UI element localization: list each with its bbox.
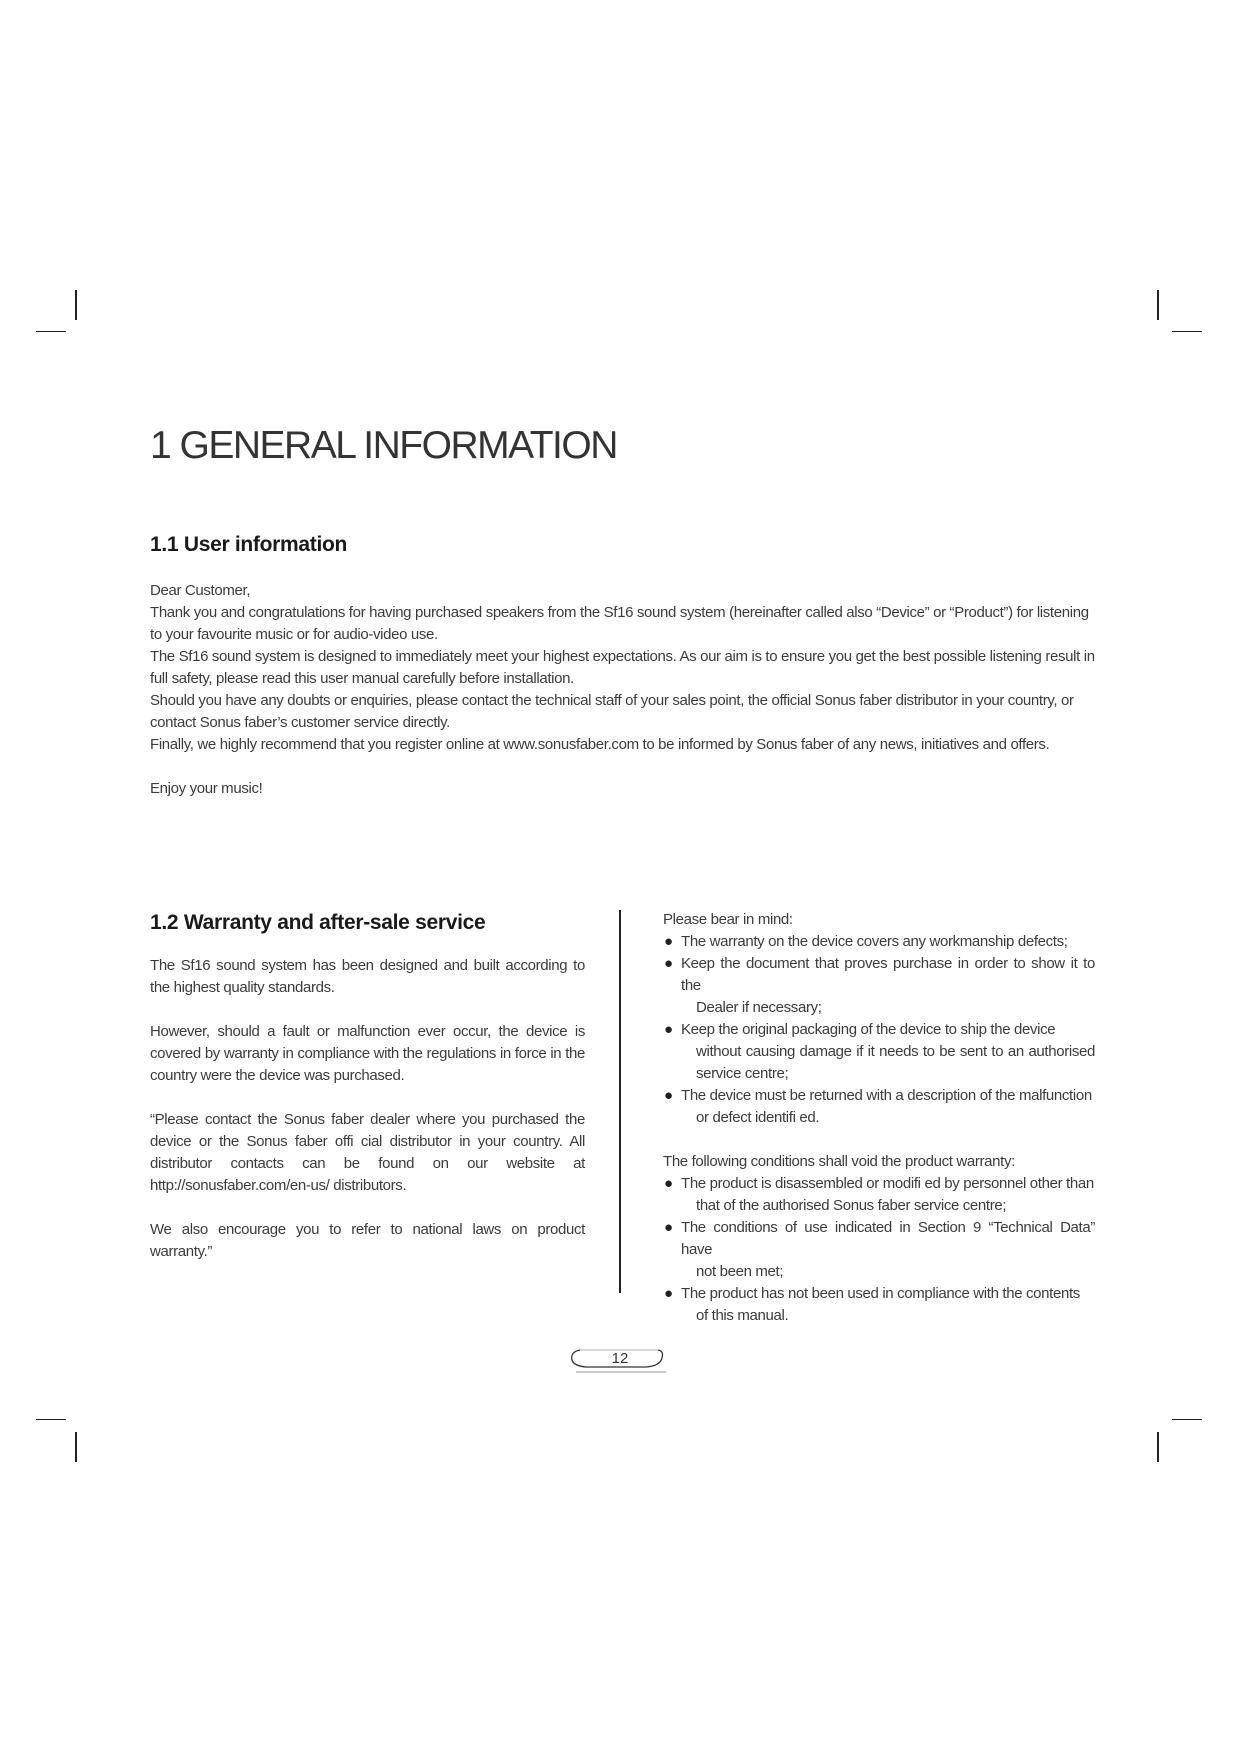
closing-line: Enjoy your music! xyxy=(150,780,263,797)
list-item: ● The device must be returned with a description of the malfunction or defect identifi ed. xyxy=(664,1087,1092,1126)
chapter-title: 1 GENERAL INFORMATION xyxy=(150,424,617,467)
warranty-right-column xyxy=(663,909,1095,1327)
void-conditions-intro: The following conditions shall void the product warranty: xyxy=(663,1153,1015,1170)
bullet-icon: ● xyxy=(664,955,673,972)
crop-mark-bottom-right-vertical xyxy=(1157,1432,1159,1462)
paragraph: However, should a fault or malfunction ever occur, the device is covered by warranty in compliance with the regulations in force in the country were the device was purchased. xyxy=(150,1023,585,1084)
bullet-icon: ● xyxy=(664,933,673,950)
list-item: ● Keep the original packaging of the device to ship the device without causing damage if it needs to be sent to an authorised service centre; xyxy=(664,1021,1095,1082)
crop-mark-top-left-vertical xyxy=(75,290,77,320)
bullet-icon: ● xyxy=(664,1219,673,1236)
paragraph: Finally, we highly recommend that you register online at www.sonusfaber.com to be informed by Sonus faber of any news, initiatives and offers. xyxy=(150,736,1050,753)
crop-mark-top-left-horizontal xyxy=(36,331,66,332)
list-item: ● Keep the document that proves purchase in order to show it to the Dealer if necessary; xyxy=(664,955,1095,1016)
crop-mark-top-right-vertical xyxy=(1157,290,1159,320)
section-heading-warranty: 1.2 Warranty and after-sale service xyxy=(150,911,486,934)
warranty-bullet-list xyxy=(663,931,1095,1129)
paragraph: Should you have any doubts or enquiries, please contact the technical staff of your sales point, the official Sonus faber distributor in your country, or contact Sonus faber’s customer service directly. xyxy=(150,692,1074,731)
list-item: ● The conditions of use indicated in Section 9 “Technical Data” have not been met; xyxy=(664,1219,1095,1280)
void-conditions-list xyxy=(663,1173,1095,1327)
list-item: ● The product has not been used in compliance with the contents of this manual. xyxy=(664,1285,1080,1324)
paragraph: The Sf16 sound system has been designed and built according to the highest quality standards. xyxy=(150,957,585,996)
bullet-icon: ● xyxy=(664,1087,673,1104)
paragraph: Dear Customer, xyxy=(150,582,251,599)
crop-mark-top-right-horizontal xyxy=(1172,331,1202,332)
section-heading-user-information: 1.1 User information xyxy=(150,533,348,556)
column-divider xyxy=(619,910,621,1293)
list-intro: Please bear in mind: xyxy=(663,911,793,928)
list-item: ● The product is disassembled or modifi ed by personnel other than that of the authorised Sonus faber service centre; xyxy=(664,1175,1094,1214)
crop-mark-bottom-right-horizontal xyxy=(1172,1419,1202,1420)
page-number-badge xyxy=(566,1346,674,1378)
paragraph: The Sf16 sound system is designed to immediately meet your highest expectations. As our aim is to ensure you get the best possible listening result in full safety, please read this user manual carefully before installation. xyxy=(150,648,1095,687)
user-information-body xyxy=(150,580,1100,800)
paragraph: Thank you and congratulations for having purchased speakers from the Sf16 sound system (hereinafter called also “Device” or “Product”) for listening to your favourite music or for audio-video use. xyxy=(150,604,1089,643)
page-number: 12 xyxy=(611,1350,629,1367)
paragraph: “Please contact the Sonus faber dealer where you purchased the device or the Sonus faber offi cial distributor in your country. All distributor contacts can be found on our website at http://sonusfaber.com/en-us/ distributors. xyxy=(150,1111,585,1194)
warranty-left-column xyxy=(150,955,585,1285)
crop-mark-bottom-left-vertical xyxy=(75,1432,77,1462)
list-item: ● The warranty on the device covers any workmanship defects; xyxy=(663,931,1095,953)
paragraph: We also encourage you to refer to national laws on product warranty.” xyxy=(150,1221,585,1260)
bullet-icon: ● xyxy=(664,1021,673,1038)
bullet-icon: ● xyxy=(664,1175,673,1192)
bullet-icon: ● xyxy=(664,1285,673,1302)
crop-mark-bottom-left-horizontal xyxy=(36,1419,66,1420)
